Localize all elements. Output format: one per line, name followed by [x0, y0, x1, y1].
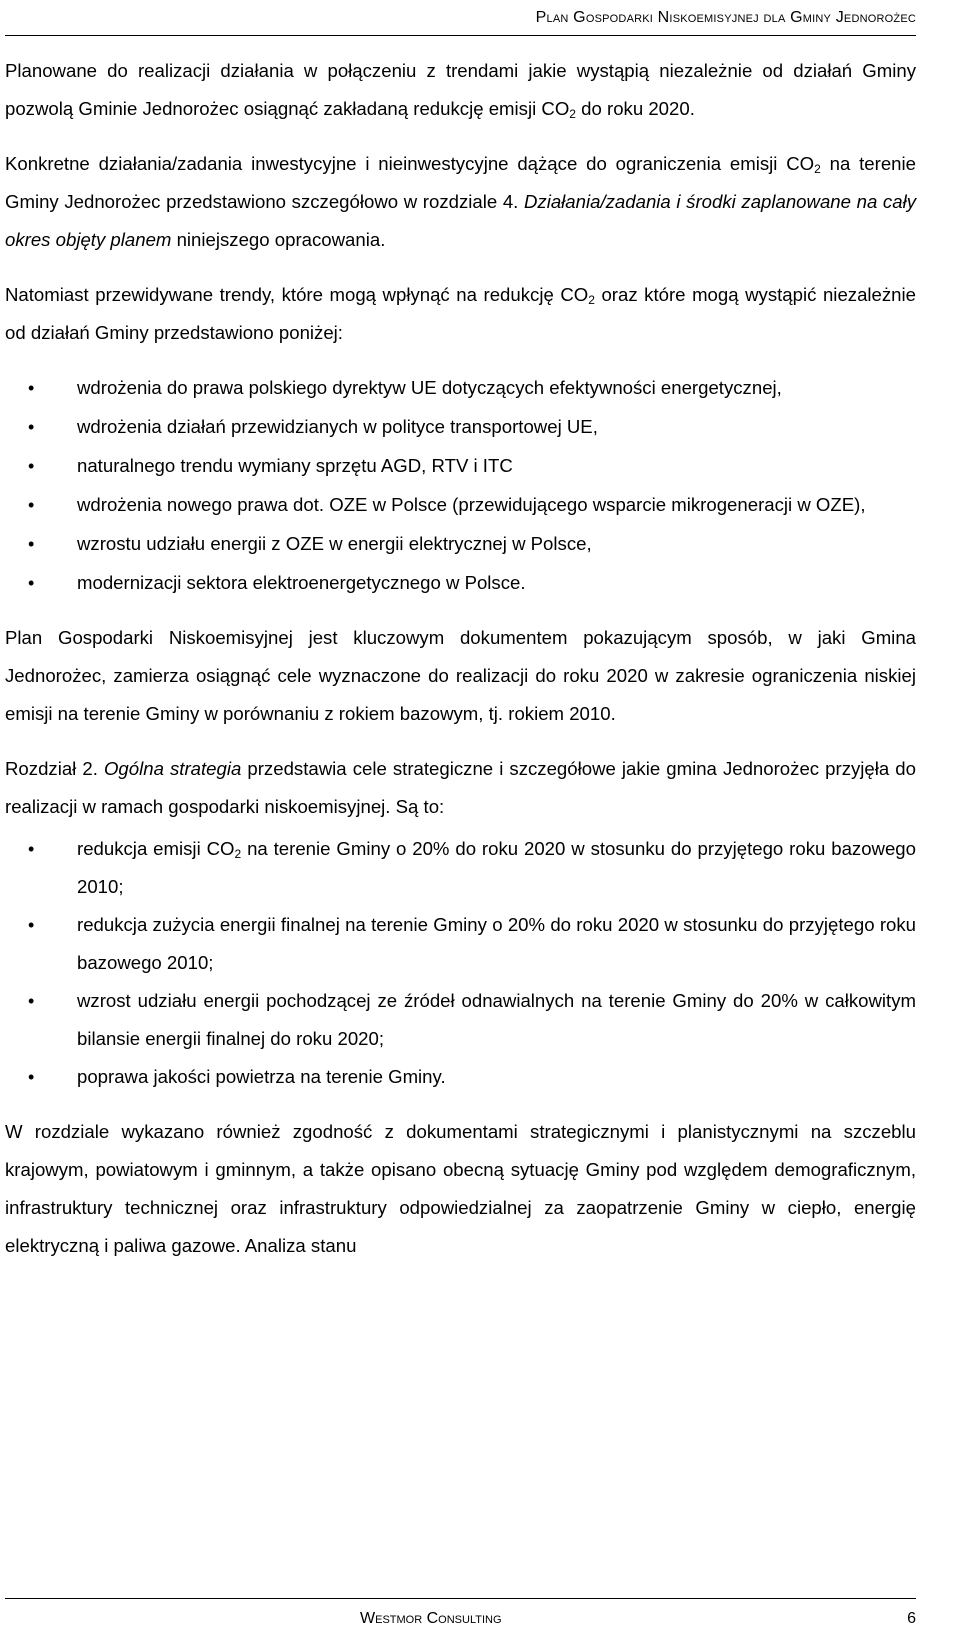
paragraph-5-text-a: Rozdział 2. [5, 758, 104, 779]
footer-rule [5, 1598, 916, 1599]
paragraph-3 [5, 276, 916, 352]
list-item: • modernizacji sektora elektroenergetycznego w Polsce. [5, 564, 916, 602]
list-item: • wzrost udziału energii pochodzącej ze źródeł odnawialnych na terenie Gminy do 20% w całkowitym bilansie energii finalnej do roku 2020; [5, 982, 916, 1058]
list-item: • redukcja zużycia energii finalnej na terenie Gminy o 20% do roku 2020 w stosunku do przyjętego roku bazowego 2010; [5, 906, 916, 982]
paragraph-2-text-b: na terenie Gminy Jednorożec przedstawiono szczegółowo w rozdziale 4. [5, 153, 916, 212]
paragraph-3-text-a: Natomiast przewidywane trendy, które mogą wpłynąć na redukcję CO [5, 284, 589, 305]
paragraph-6: W rozdziale wykazano również zgodność z dokumentami strategicznymi i planistycznymi na szczeblu krajowym, powiatowym i gminnym, a także opisano obecną sytuację Gminy pod względem demograficznym, infrastruktury technicznej oraz infrastruktury odpowiedzialnej za zaopatrzenie Gminy w ciepło, energię elektryczną i paliwa gazowe. Analiza stanu [5, 1121, 916, 1256]
header-rule [5, 35, 916, 36]
paragraph-3-text-b: oraz które mogą wystąpić niezależnie od działań Gminy przedstawiono poniżej: [5, 284, 916, 343]
paragraph-2 [5, 145, 916, 259]
co2-subscript: 2 [569, 107, 576, 121]
footer-company: Westmor Consulting [360, 1610, 502, 1627]
list-item: • wdrożenia działań przewidzianych w polityce transportowej UE, [5, 408, 916, 446]
list-item: • naturalnego trendu wymiany sprzętu AGD, RTV i ITC [5, 447, 916, 485]
paragraph-2-text-a: Konkretne działania/zadania inwestycyjne i nieinwestycyjne dążące do ograniczenia emisji CO [5, 153, 815, 174]
paragraph-1-text-a: Planowane do realizacji działania w połączeniu z trendami jakie wystąpią niezależnie od działań Gminy pozwolą Gminie Jednorożec osiągnąć zakładaną redukcję emisji CO [5, 60, 916, 119]
co2-subscript: 2 [814, 162, 821, 176]
trends-list [5, 369, 916, 602]
header-title: Plan Gospodarki Niskoemisyjnej dla Gminy Jednorożec [535, 9, 916, 26]
paragraph-2-text-c: niniejszego opracowania. [171, 229, 386, 250]
co2-subscript: 2 [234, 847, 242, 861]
page-number: 6 [907, 1610, 916, 1627]
list-item [5, 830, 916, 906]
page-footer [0, 1598, 960, 1642]
list-item: • wdrożenia nowego prawa dot. OZE w Polsce (przewidującego wsparcie mikrogeneracji w OZE), [5, 486, 916, 524]
co2-subscript: 2 [588, 293, 595, 307]
paragraph-5 [5, 750, 916, 826]
page-header [0, 0, 960, 42]
goal-1-text-a: redukcja emisji CO [77, 838, 235, 859]
chapter-2-title: Ogólna strategia [103, 758, 242, 779]
goals-list [5, 830, 916, 1096]
list-item: • poprawa jakości powietrza na terenie Gminy. [5, 1058, 916, 1096]
document-body [5, 52, 916, 1265]
paragraph-1 [5, 52, 916, 128]
chapter-4-title: Działania/zadania i środki zaplanowane na cały okres objęty planem [5, 191, 916, 250]
paragraph-4: Plan Gospodarki Niskoemisyjnej jest kluczowym dokumentem pokazującym sposób, w jaki Gmina Jednorożec, zamierza osiągnąć cele wyznaczone do realizacji do roku 2020 w zakresie ograniczenia niskiej emisji na terenie Gminy w porównaniu z rokiem bazowym, tj. rokiem 2010. [5, 627, 916, 724]
paragraph-5-text-b: przedstawia cele strategiczne i szczegółowe jakie gmina Jednorożec przyjęła do realizacji w ramach gospodarki niskoemisyjnej. Są to: [5, 758, 916, 817]
list-item: • wzrostu udziału energii z OZE w energii elektrycznej w Polsce, [5, 525, 916, 563]
list-item: • wdrożenia do prawa polskiego dyrektyw UE dotyczących efektywności energetycznej, [5, 369, 916, 407]
paragraph-1-text-b: do roku 2020. [575, 98, 695, 119]
goal-1-text-b: na terenie Gminy o 20% do roku 2020 w stosunku do przyjętego roku bazowego 2010; [77, 838, 916, 897]
